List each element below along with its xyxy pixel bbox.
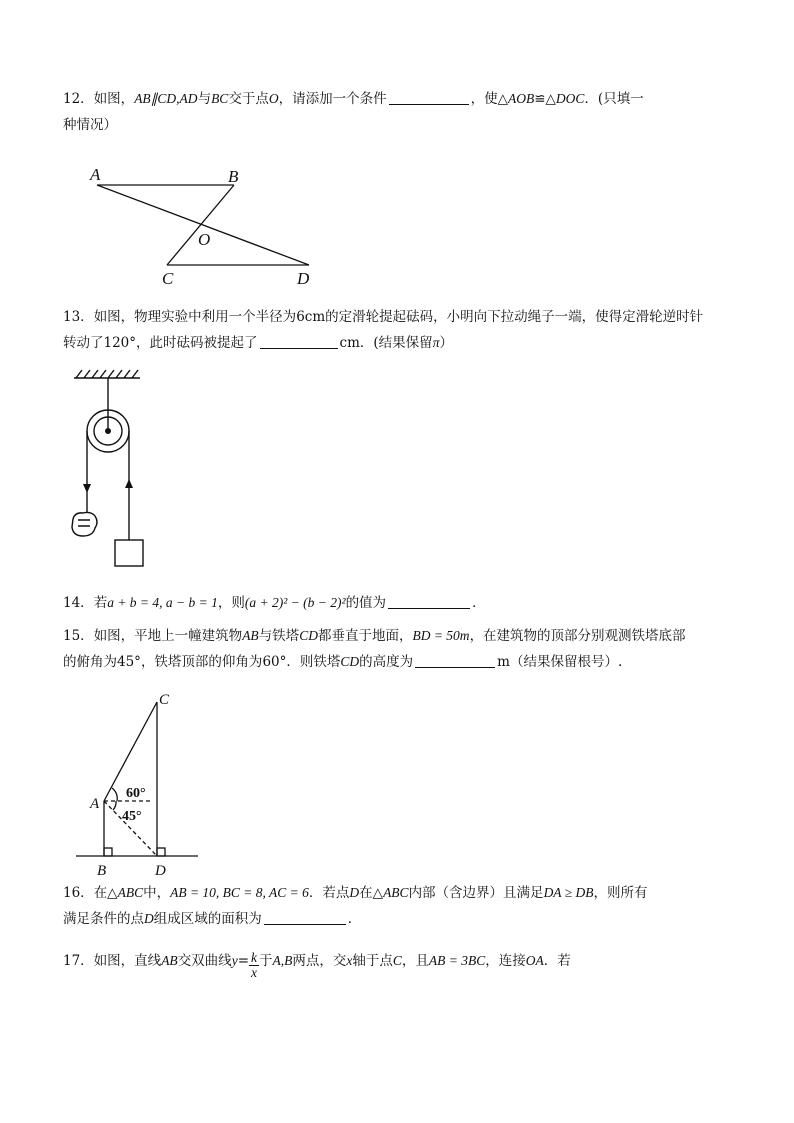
- text: 的定滑轮提起砝码，小明向下拉动绳子一端，使得定滑轮逆时针: [325, 309, 704, 325]
- text: ．若点: [308, 885, 350, 901]
- question-number: 17．: [63, 953, 94, 969]
- text: 种情况）: [63, 117, 117, 133]
- text: ，使△: [470, 91, 508, 107]
- math: ABC: [383, 885, 409, 900]
- question-number: 15．: [63, 628, 94, 644]
- denominator: x: [251, 965, 257, 980]
- text: ．(只填一: [584, 91, 644, 107]
- text: 的值为: [345, 595, 387, 611]
- text: m（结果保留根号）.: [497, 654, 623, 670]
- math: CD: [299, 628, 318, 643]
- text: ，请添加一个条件: [278, 91, 387, 107]
- math: AB = 3BC: [428, 953, 486, 968]
- math: CD: [340, 654, 360, 669]
- question-16: [63, 880, 731, 932]
- text: 在△: [359, 885, 384, 901]
- math: 120°: [103, 335, 137, 351]
- math: AB: [242, 628, 259, 643]
- math: 60°: [262, 654, 287, 670]
- text: 的高度为: [359, 654, 414, 670]
- label-B: B: [228, 167, 239, 186]
- label-D: D: [297, 269, 310, 288]
- text: ，铁塔顶部的仰角为: [140, 654, 263, 670]
- math: y: [231, 953, 238, 968]
- label-C: C: [159, 692, 170, 708]
- math: =: [237, 953, 249, 969]
- question-number: 14．: [63, 595, 94, 611]
- text: 如图，直线: [93, 953, 162, 969]
- text: 如图，平地上一幢建筑物: [93, 628, 243, 644]
- fraction-k-over-x: [249, 951, 259, 980]
- numerator: k: [251, 950, 257, 965]
- answer-blank[interactable]: [264, 908, 346, 925]
- math: 6cm: [296, 309, 326, 325]
- label-C: C: [162, 269, 174, 288]
- text: 于: [259, 953, 273, 969]
- math: 45°: [117, 654, 141, 670]
- text: ，此时砝码被提起了: [136, 335, 258, 351]
- text: 交于点: [228, 91, 269, 107]
- text: 在△: [93, 885, 118, 901]
- question-number: 12．: [63, 91, 94, 107]
- math: a + b = 4, a − b = 1: [107, 595, 218, 610]
- text: ）: [439, 335, 453, 351]
- text: 内部（含边界）且满足: [408, 885, 544, 901]
- angle-60-label: 60°: [126, 786, 146, 801]
- text: ．若: [543, 953, 571, 969]
- text: ，则所有: [593, 885, 648, 901]
- math: π: [432, 335, 440, 350]
- math: AOB: [507, 91, 535, 106]
- text: ．: [472, 595, 486, 611]
- math: (a + 2)² − (b − 2)²: [244, 595, 346, 610]
- text: 转动了: [63, 335, 104, 351]
- label-O: O: [198, 230, 211, 249]
- math: C: [392, 953, 402, 968]
- text: 都垂直于地面，: [317, 628, 413, 644]
- math: AB: [161, 953, 178, 968]
- math: ABC: [117, 885, 144, 900]
- label-B: B: [97, 863, 107, 879]
- text: 交双曲线: [177, 953, 232, 969]
- text: 中，: [143, 885, 171, 901]
- math: DOC: [555, 91, 585, 106]
- text: 轴于点: [352, 953, 393, 969]
- math: OA: [525, 953, 544, 968]
- text: ，在建筑物的顶部分别观测铁塔底部: [469, 628, 686, 644]
- text: 如图，物理实验中利用一个半径为: [93, 309, 297, 325]
- text: 两点，交: [292, 953, 347, 969]
- question-17: [63, 948, 731, 980]
- text: ．则铁塔: [286, 654, 341, 670]
- math: D: [144, 911, 154, 926]
- text: 如图，: [93, 91, 135, 107]
- text: ，则: [217, 595, 245, 611]
- text: 与铁塔: [258, 628, 300, 644]
- math: DA ≥ DB: [543, 885, 594, 900]
- math: x: [346, 953, 353, 968]
- angle-45-label: 45°: [122, 809, 142, 824]
- text: ≌△: [534, 91, 556, 107]
- text: ．(结果保留: [359, 335, 433, 351]
- math: A,B: [272, 953, 293, 968]
- math: BD = 50m: [412, 628, 470, 643]
- math: cm: [339, 335, 360, 351]
- text: ．: [347, 911, 362, 927]
- text: 若: [93, 595, 108, 611]
- question-number: 16．: [63, 885, 94, 901]
- label-D: D: [155, 863, 166, 879]
- text: 满足条件的点: [63, 911, 144, 927]
- label-A: A: [90, 165, 101, 184]
- question-number: 13．: [63, 309, 94, 325]
- math: AB = 10, BC = 8, AC = 6: [170, 885, 309, 900]
- text: ，连接: [485, 953, 526, 969]
- label-A: A: [90, 796, 100, 812]
- text: 的俯角为: [63, 654, 117, 670]
- math: AB∥CD,AD: [134, 91, 198, 106]
- text: ，且: [401, 953, 429, 969]
- text: 与: [197, 91, 212, 107]
- math: BC: [211, 91, 229, 106]
- math: D: [349, 885, 360, 900]
- math: O: [268, 91, 279, 106]
- text: 组成区域的面积为: [153, 911, 262, 927]
